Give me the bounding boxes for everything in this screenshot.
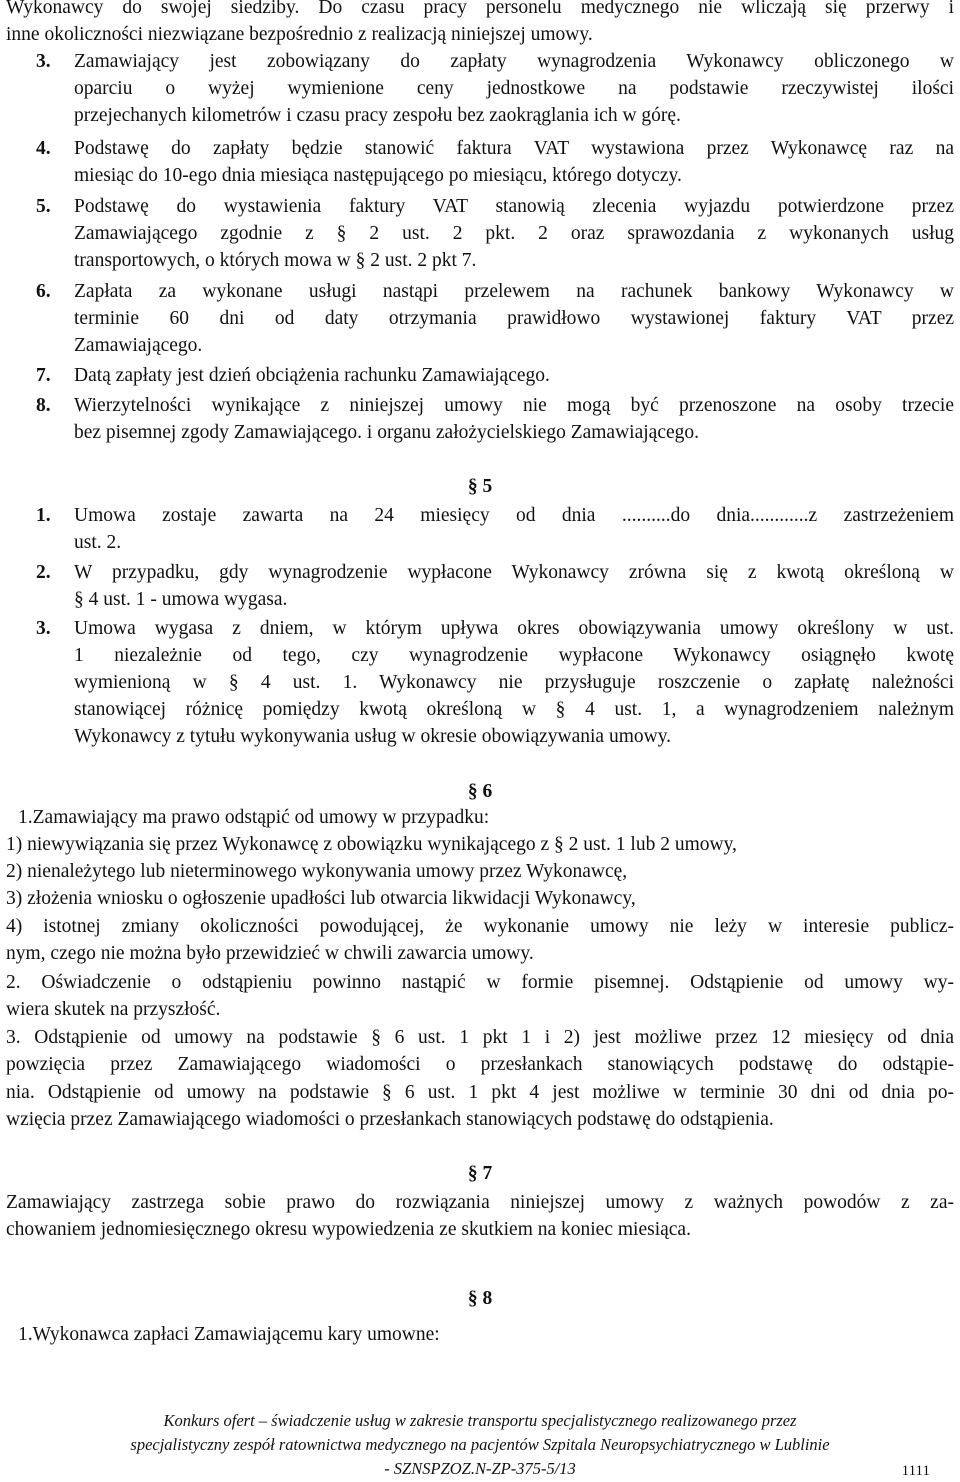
item-text-line: Zapłata za wykonane usługi nastąpi przelewem na rachunek bankowy Wykonawcy w: [74, 281, 954, 302]
item-number: 2.: [36, 562, 51, 583]
item-text-line: stanowiącej różnicę pomiędzy kwotą określoną w § 4 ust. 1, a wynagrodzeniem należnym: [74, 699, 954, 720]
item-text-line: Datą zapłaty jest dzień obciążenia rachunku Zamawiającego.: [74, 365, 550, 386]
footer-line: - SZNSPZOZ.N-ZP-375-5/13: [384, 1459, 576, 1478]
item-number: 1.: [36, 505, 51, 526]
item-number: 8.: [36, 395, 51, 416]
item-text-line: Umowa zostaje zawarta na 24 miesięcy od dnia ..........do dnia............z zastrzeżeniem: [74, 505, 954, 526]
paragraph-line: 4) istotnej zmiany okoliczności powodującej, że wykonanie umowy nie leży w interesie publicz-: [6, 916, 954, 937]
section-heading-8: § 8: [467, 1288, 493, 1309]
item-number: 5.: [36, 196, 51, 217]
paragraph-line: 1) niewywiązania się przez Wykonawcę z obowiązku wynikającego z § 2 ust. 1 lub 2 umowy,: [6, 834, 737, 855]
paragraph-line: nym, czego nie można było przewidzieć w chwili zawarcia umowy.: [6, 943, 534, 964]
item-text-line: Zamawiającego.: [74, 335, 203, 356]
paragraph-line: nia. Odstąpienie od umowy na podstawie § 6 ust. 1 pkt 4 jest możliwe w terminie 30 dni od dnia po-: [6, 1082, 954, 1103]
item-text-line: Umowa wygasa z dniem, w którym upływa okres obowiązywania umowy określony w ust.: [74, 618, 954, 639]
item-text-line: oparciu o wyżej wymienione ceny jednostkowe na podstawie rzeczywistej ilości: [74, 78, 954, 99]
paragraph-line: wzięcia przez Zamawiającego wiadomości o przesłankach stanowiących podstawę do odstąpienia.: [6, 1109, 774, 1130]
item-text-line: § 4 ust. 1 - umowa wygasa.: [74, 589, 288, 610]
section-heading-7: § 7: [467, 1163, 493, 1184]
item-text-line: Podstawę do zapłaty będzie stanowić faktura VAT wystawiona przez Wykonawcę raz na: [74, 138, 954, 159]
item-text-line: bez pisemnej zgody Zamawiającego. i organu założycielskiego Zamawiającego.: [74, 422, 699, 443]
section-heading-5: § 5: [467, 476, 493, 497]
paragraph-line: 1.Wykonawca zapłaci Zamawiającemu kary umowne:: [18, 1324, 440, 1345]
item-text-line: terminie 60 dni od daty otrzymania prawidłowo wystawionej faktury VAT przez: [74, 308, 954, 329]
paragraph-line: Wykonawcy do swojej siedziby. Do czasu pracy personelu medycznego nie wliczają się przerwy i: [6, 0, 954, 18]
paragraph-line: 1.Zamawiający ma prawo odstąpić od umowy w przypadku:: [18, 807, 490, 828]
paragraph-line: 3. Odstąpienie od umowy na podstawie § 6 ust. 1 pkt 1 i 2) jest możliwe przez 12 miesięcy od dnia: [6, 1027, 954, 1048]
item-number: 6.: [36, 281, 51, 302]
paragraph-line: powzięcia przez Zamawiającego wiadomości o przesłankach stanowiących podstawę do odstąpie-: [6, 1054, 954, 1075]
paragraph-line: 2) nienależytego lub nieterminowego wykonywania umowy przez Wykonawcę,: [6, 861, 628, 882]
section-heading-6: § 6: [467, 781, 493, 802]
item-text-line: miesiąc do 10-ego dnia miesiąca następującego po miesiącu, którego dotyczy.: [74, 165, 682, 186]
paragraph-line: wiera skutek na przyszłość.: [6, 999, 221, 1020]
paragraph-line: inne okoliczności niezwiązane bezpośrednio z realizacją niniejszej umowy.: [6, 24, 593, 45]
item-text-line: Wykonawcy z tytułu wykonywania usług w okresie obowiązywania umowy.: [74, 726, 672, 747]
item-text-line: Podstawę do wystawienia faktury VAT stanowią zlecenia wyjazdu potwierdzone przez: [74, 196, 954, 217]
paragraph-line: chowaniem jednomiesięcznego okresu wypowiedzenia ze skutkiem na koniec miesiąca.: [6, 1219, 691, 1240]
item-number: 3.: [36, 618, 51, 639]
item-number: 3.: [36, 51, 51, 72]
footer-line: Konkurs ofert – świadczenie usług w zakresie transportu specjalistycznego realizowanego przez: [163, 1411, 797, 1430]
item-text-line: wymienioną w § 4 ust. 1. Wykonawcy nie przysługuje roszczenie o zapłatę należności: [74, 672, 954, 693]
item-text-line: W przypadku, gdy wynagrodzenie wypłacone Wykonawcy zrówna się z kwotą określoną w: [74, 562, 954, 583]
footer-line: specjalistyczny zespół ratownictwa medycznego na pacjentów Szpitala Neuropsychiatrycznego w Lublinie: [130, 1435, 830, 1454]
paragraph-line: Zamawiający zastrzega sobie prawo do rozwiązania niniejszej umowy z ważnych powodów z za-: [6, 1192, 954, 1213]
item-text-line: 1 niezależnie od tego, czy wynagrodzenie wypłacone Wykonawcy osiągnęło kwotę: [74, 645, 954, 666]
item-number: 4.: [36, 138, 51, 159]
paragraph-line: 3) złożenia wniosku o ogłoszenie upadłości lub otwarcia likwidacji Wykonawcy,: [6, 888, 636, 909]
item-number: 7.: [36, 365, 51, 386]
item-text-line: Wierzytelności wynikające z niniejszej umowy nie mogą być przenoszone na osoby trzecie: [74, 395, 954, 416]
item-text-line: przejechanych kilometrów i czasu pracy zespołu bez zaokrąglania ich w górę.: [74, 105, 681, 126]
page-number: 1111: [901, 1463, 930, 1479]
item-text-line: Zamawiającego zgodnie z § 2 ust. 2 pkt. 2 oraz sprawozdania z wykonanych usług: [74, 223, 954, 244]
item-text-line: transportowych, o których mowa w § 2 ust. 2 pkt 7.: [74, 250, 477, 271]
paragraph-line: 2. Oświadczenie o odstąpieniu powinno nastąpić w formie pisemnej. Odstąpienie od umowy wy-: [6, 972, 954, 993]
item-text-line: Zamawiający jest zobowiązany do zapłaty wynagrodzenia Wykonawcy obliczonego w: [74, 51, 954, 72]
item-text-line: ust. 2.: [74, 532, 122, 553]
